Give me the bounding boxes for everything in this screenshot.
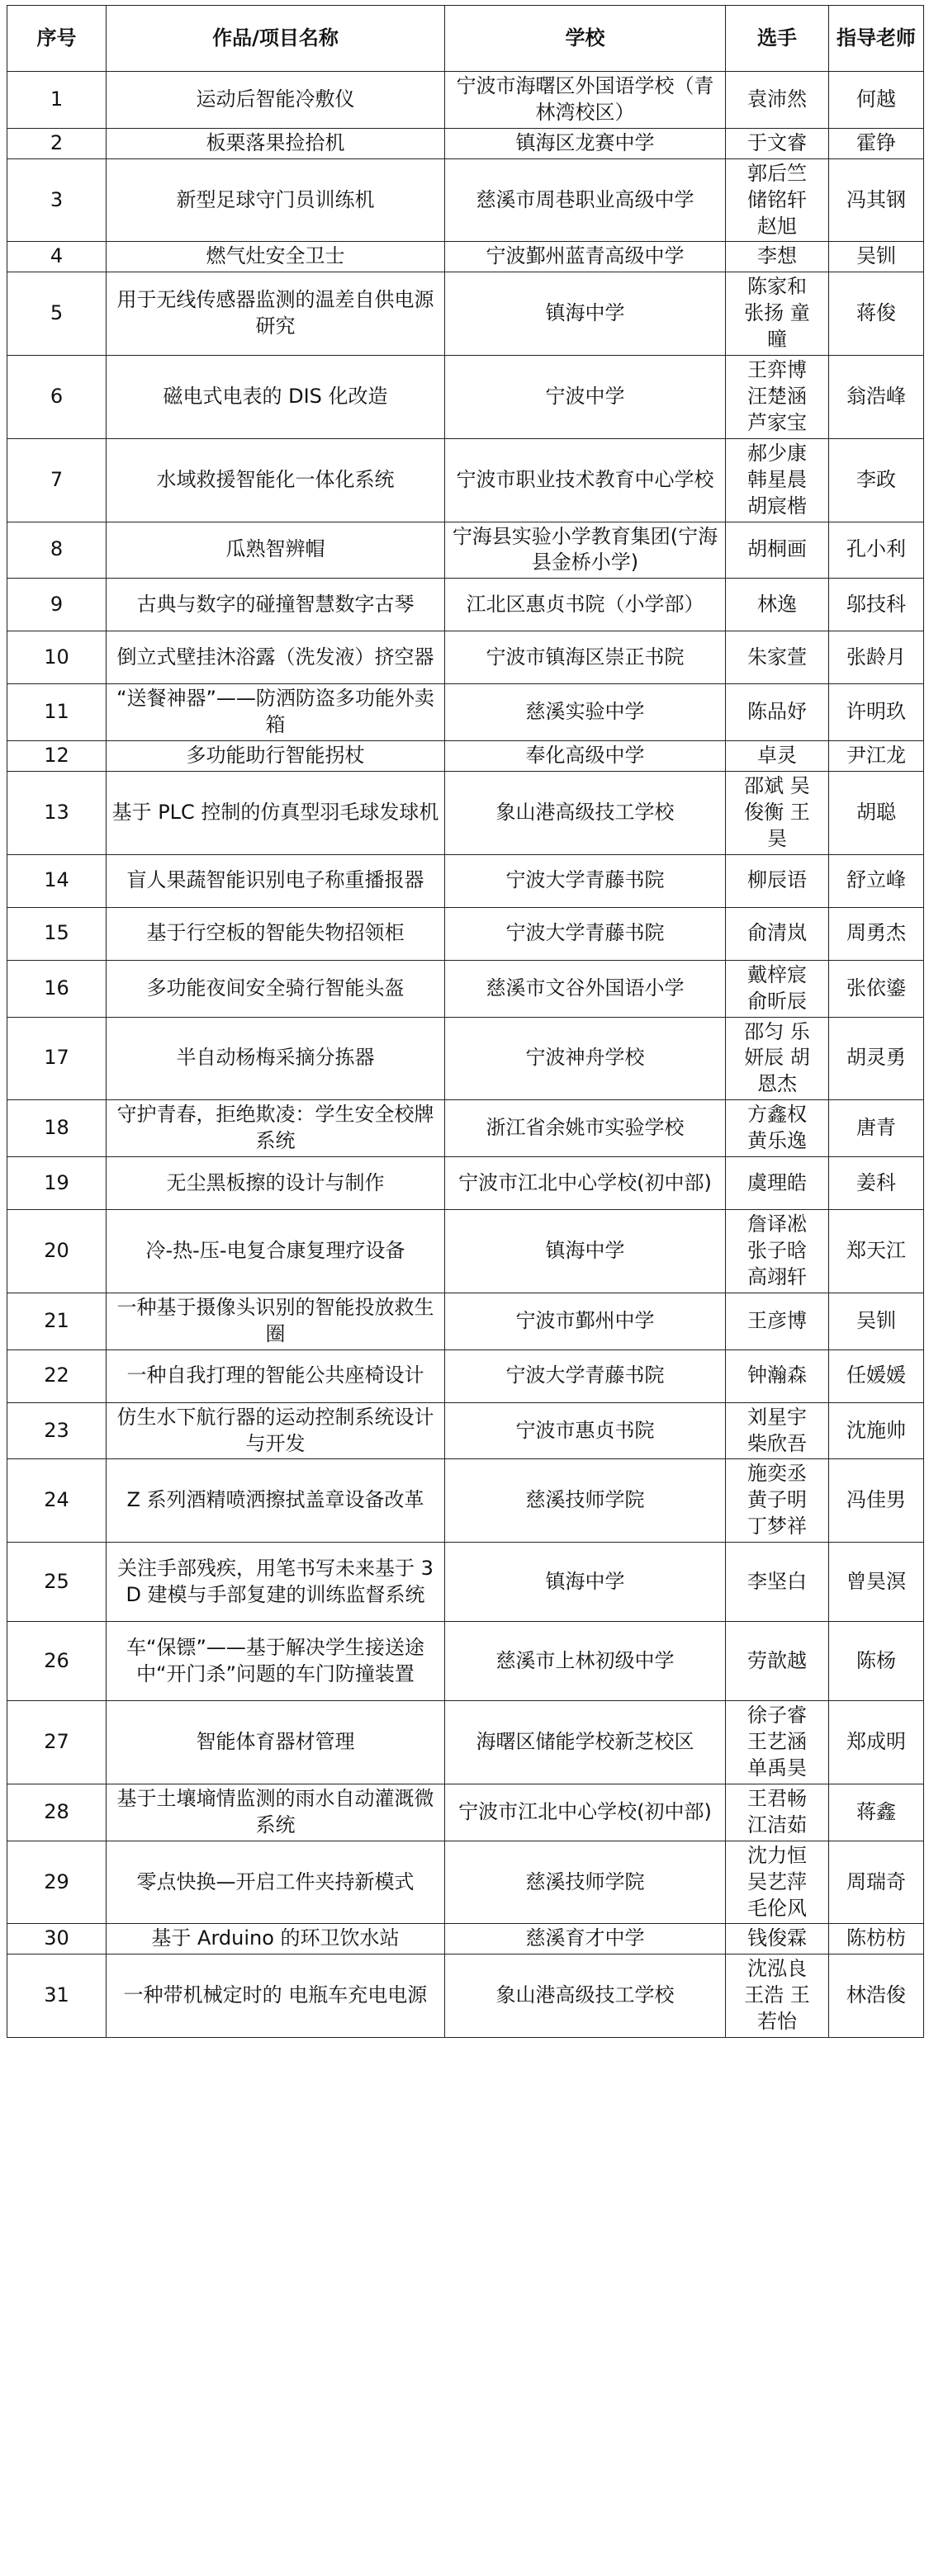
- cell-players: 邵斌 吴俊衡 王昊: [726, 772, 829, 855]
- cell-project: 基于行空板的智能失物招领柜: [107, 907, 445, 960]
- cell-project: 水域救援智能化一体化系统: [107, 438, 445, 522]
- cell-project: 一种带机械定时的 电瓶车充电电源: [107, 1954, 445, 2038]
- cell-index: 6: [7, 356, 107, 439]
- cell-index: 12: [7, 741, 107, 772]
- cell-project: 新型足球守门员训练机: [107, 158, 445, 242]
- cell-index: 24: [7, 1459, 107, 1543]
- cell-index: 9: [7, 579, 107, 631]
- cell-teacher: 林浩俊: [829, 1954, 924, 2038]
- cell-teacher: 翁浩峰: [829, 356, 924, 439]
- cell-players: 于文睿: [726, 128, 829, 158]
- cell-index: 4: [7, 242, 107, 272]
- header-players: 选手: [726, 6, 829, 72]
- table-row: [7, 1402, 924, 1459]
- cell-project: 基于 PLC 控制的仿真型羽毛球发球机: [107, 772, 445, 855]
- cell-school: 宁波大学青藤书院: [445, 907, 726, 960]
- cell-teacher: 姜科: [829, 1157, 924, 1210]
- table-row: [7, 1349, 924, 1402]
- table-row: [7, 854, 924, 907]
- cell-teacher: 唐青: [829, 1100, 924, 1157]
- cell-school: 浙江省余姚市实验学校: [445, 1100, 726, 1157]
- header-teacher: 指导老师: [829, 6, 924, 72]
- cell-teacher: 周瑞奇: [829, 1841, 924, 1924]
- cell-teacher: 蒋鑫: [829, 1784, 924, 1841]
- cell-teacher: 霍铮: [829, 128, 924, 158]
- cell-school: 象山港高级技工学校: [445, 772, 726, 855]
- table-row: [7, 1622, 924, 1701]
- cell-players: 林逸: [726, 579, 829, 631]
- cell-index: 30: [7, 1924, 107, 1954]
- table-row: [7, 1784, 924, 1841]
- cell-players: 徐子睿 王艺涵 单禹昊: [726, 1701, 829, 1784]
- cell-school: 宁波鄞州蓝青高级中学: [445, 242, 726, 272]
- cell-index: 26: [7, 1622, 107, 1701]
- cell-teacher: 许明玖: [829, 684, 924, 741]
- cell-teacher: 陈枋枋: [829, 1924, 924, 1954]
- cell-school: 慈溪实验中学: [445, 684, 726, 741]
- cell-teacher: 任媛媛: [829, 1349, 924, 1402]
- cell-players: 朱家萱: [726, 631, 829, 684]
- table-row: [7, 242, 924, 272]
- cell-players: 王君畅 江洁茹: [726, 1784, 829, 1841]
- cell-school: 象山港高级技工学校: [445, 1954, 726, 2038]
- cell-index: 29: [7, 1841, 107, 1924]
- cell-players: 方鑫权 黄乐逸: [726, 1100, 829, 1157]
- cell-players: 詹译凇 张子晗 高翊轩: [726, 1210, 829, 1293]
- cell-players: 钱俊霖: [726, 1924, 829, 1954]
- cell-project: 磁电式电表的 DIS 化改造: [107, 356, 445, 439]
- cell-teacher: 郑天江: [829, 1210, 924, 1293]
- cell-school: 宁波市鄞州中学: [445, 1293, 726, 1349]
- cell-players: 戴梓宸 俞昕辰: [726, 960, 829, 1017]
- cell-school: 慈溪技师学院: [445, 1841, 726, 1924]
- cell-school: 宁波市江北中心学校(初中部): [445, 1157, 726, 1210]
- cell-index: 28: [7, 1784, 107, 1841]
- cell-index: 1: [7, 72, 107, 129]
- cell-players: 劳歆越: [726, 1622, 829, 1701]
- cell-teacher: 郑成明: [829, 1701, 924, 1784]
- cell-school: 镇海中学: [445, 272, 726, 356]
- table-row: [7, 356, 924, 439]
- cell-players: 俞清岚: [726, 907, 829, 960]
- table-row: [7, 579, 924, 631]
- table-row: [7, 1100, 924, 1157]
- table-row: [7, 1841, 924, 1924]
- cell-teacher: 沈施帅: [829, 1402, 924, 1459]
- table-row: [7, 1157, 924, 1210]
- cell-school: 宁波市江北中心学校(初中部): [445, 1784, 726, 1841]
- cell-teacher: 吴钏: [829, 1293, 924, 1349]
- cell-school: 宁波市职业技术教育中心学校: [445, 438, 726, 522]
- cell-project: 车“保镖”——基于解决学生接送途中“开门杀”问题的车门防撞装置: [107, 1622, 445, 1701]
- cell-school: 宁波中学: [445, 356, 726, 439]
- cell-index: 5: [7, 272, 107, 356]
- cell-index: 17: [7, 1017, 107, 1100]
- table-row: [7, 772, 924, 855]
- table-row: [7, 1924, 924, 1954]
- cell-index: 19: [7, 1157, 107, 1210]
- cell-project: 运动后智能冷敷仪: [107, 72, 445, 129]
- cell-players: 王弈博 汪楚涵 芦家宝: [726, 356, 829, 439]
- cell-players: 陈品妤: [726, 684, 829, 741]
- cell-players: 袁沛然: [726, 72, 829, 129]
- cell-project: 智能体育器材管理: [107, 1701, 445, 1784]
- cell-project: 一种基于摄像头识别的智能投放救生圈: [107, 1293, 445, 1349]
- cell-index: 3: [7, 158, 107, 242]
- cell-players: 胡桐画: [726, 522, 829, 579]
- cell-index: 11: [7, 684, 107, 741]
- cell-project: 半自动杨梅采摘分拣器: [107, 1017, 445, 1100]
- cell-players: 沈泓良 王浩 王若怡: [726, 1954, 829, 2038]
- cell-project: 一种自我打理的智能公共座椅设计: [107, 1349, 445, 1402]
- cell-index: 23: [7, 1402, 107, 1459]
- cell-index: 13: [7, 772, 107, 855]
- cell-teacher: 蒋俊: [829, 272, 924, 356]
- table-row: [7, 1210, 924, 1293]
- cell-project: 用于无线传感器监测的温差自供电源研究: [107, 272, 445, 356]
- cell-school: 宁波市海曙区外国语学校（青林湾校区）: [445, 72, 726, 129]
- cell-school: 宁波大学青藤书院: [445, 854, 726, 907]
- cell-players: 虞理皓: [726, 1157, 829, 1210]
- cell-school: 宁波神舟学校: [445, 1017, 726, 1100]
- cell-school: 宁波大学青藤书院: [445, 1349, 726, 1402]
- cell-index: 16: [7, 960, 107, 1017]
- cell-project: 燃气灶安全卫士: [107, 242, 445, 272]
- header-school: 学校: [445, 6, 726, 72]
- cell-index: 15: [7, 907, 107, 960]
- cell-teacher: 邬技科: [829, 579, 924, 631]
- cell-school: 镇海区龙赛中学: [445, 128, 726, 158]
- cell-teacher: 张依鎏: [829, 960, 924, 1017]
- table-row: [7, 684, 924, 741]
- cell-index: 18: [7, 1100, 107, 1157]
- cell-project: Z 系列酒精喷洒擦拭盖章设备改革: [107, 1459, 445, 1543]
- cell-index: 10: [7, 631, 107, 684]
- cell-project: 多功能助行智能拐杖: [107, 741, 445, 772]
- cell-school: 镇海中学: [445, 1543, 726, 1622]
- cell-teacher: 何越: [829, 72, 924, 129]
- cell-teacher: 孔小利: [829, 522, 924, 579]
- cell-school: 慈溪市文谷外国语小学: [445, 960, 726, 1017]
- table-row: [7, 72, 924, 129]
- table-row: [7, 158, 924, 242]
- cell-project: 基于土壤墒情监测的雨水自动灌溉微系统: [107, 1784, 445, 1841]
- cell-players: 施奕丞 黄子明 丁梦祥: [726, 1459, 829, 1543]
- cell-teacher: 陈杨: [829, 1622, 924, 1701]
- cell-teacher: 舒立峰: [829, 854, 924, 907]
- cell-index: 20: [7, 1210, 107, 1293]
- awards-table: [7, 5, 924, 2038]
- cell-school: 宁波市镇海区崇正书院: [445, 631, 726, 684]
- cell-index: 27: [7, 1701, 107, 1784]
- cell-project: 守护青春，拒绝欺凌：学生安全校牌系统: [107, 1100, 445, 1157]
- cell-project: 倒立式壁挂沐浴露（洗发液）挤空器: [107, 631, 445, 684]
- cell-project: 古典与数字的碰撞智慧数字古琴: [107, 579, 445, 631]
- cell-players: 郝少康 韩星晨 胡宸楷: [726, 438, 829, 522]
- cell-teacher: 吴钏: [829, 242, 924, 272]
- cell-index: 25: [7, 1543, 107, 1622]
- cell-index: 22: [7, 1349, 107, 1402]
- table-row: [7, 1543, 924, 1622]
- cell-school: 慈溪技师学院: [445, 1459, 726, 1543]
- cell-teacher: 张龄月: [829, 631, 924, 684]
- table-row: [7, 272, 924, 356]
- table-row: [7, 960, 924, 1017]
- cell-project: 板栗落果捡拾机: [107, 128, 445, 158]
- table-row: [7, 631, 924, 684]
- cell-school: 海曙区储能学校新芝校区: [445, 1701, 726, 1784]
- cell-school: 慈溪市周巷职业高级中学: [445, 158, 726, 242]
- table-row: [7, 128, 924, 158]
- cell-teacher: 曾昊溟: [829, 1543, 924, 1622]
- table-row: [7, 1459, 924, 1543]
- cell-school: 慈溪育才中学: [445, 1924, 726, 1954]
- cell-school: 宁波市惠贞书院: [445, 1402, 726, 1459]
- table-row: [7, 1293, 924, 1349]
- cell-teacher: 李政: [829, 438, 924, 522]
- cell-players: 王彦博: [726, 1293, 829, 1349]
- cell-index: 21: [7, 1293, 107, 1349]
- cell-project: 关注手部残疾，用笔书写未来基于 3D 建模与手部复建的训练监督系统: [107, 1543, 445, 1622]
- header-index: 序号: [7, 6, 107, 72]
- cell-project: 瓜熟智辨帽: [107, 522, 445, 579]
- cell-project: 仿生水下航行器的运动控制系统设计与开发: [107, 1402, 445, 1459]
- cell-school: 慈溪市上林初级中学: [445, 1622, 726, 1701]
- cell-players: 李想: [726, 242, 829, 272]
- cell-teacher: 冯佳男: [829, 1459, 924, 1543]
- cell-project: 冷-热-压-电复合康复理疗设备: [107, 1210, 445, 1293]
- header-project: 作品/项目名称: [107, 6, 445, 72]
- table-row: [7, 438, 924, 522]
- cell-school: 宁海县实验小学教育集团(宁海县金桥小学): [445, 522, 726, 579]
- table-header-row: [7, 6, 924, 72]
- table-row: [7, 1701, 924, 1784]
- cell-index: 14: [7, 854, 107, 907]
- cell-index: 31: [7, 1954, 107, 2038]
- table-row: [7, 1954, 924, 2038]
- cell-school: 镇海中学: [445, 1210, 726, 1293]
- cell-players: 沈力恒 吴艺萍 毛伦风: [726, 1841, 829, 1924]
- cell-school: 奉化高级中学: [445, 741, 726, 772]
- cell-index: 7: [7, 438, 107, 522]
- cell-project: 无尘黑板擦的设计与制作: [107, 1157, 445, 1210]
- cell-project: 基于 Arduino 的环卫饮水站: [107, 1924, 445, 1954]
- cell-index: 8: [7, 522, 107, 579]
- cell-players: 陈家和 张扬 童曈: [726, 272, 829, 356]
- cell-project: “送餐神器”——防洒防盗多功能外卖箱: [107, 684, 445, 741]
- cell-school: 江北区惠贞书院（小学部）: [445, 579, 726, 631]
- cell-players: 邵匀 乐妍辰 胡恩杰: [726, 1017, 829, 1100]
- table-row: [7, 907, 924, 960]
- cell-teacher: 冯其钢: [829, 158, 924, 242]
- cell-teacher: 尹江龙: [829, 741, 924, 772]
- cell-players: 刘星宇 柴欣吾: [726, 1402, 829, 1459]
- cell-teacher: 胡聪: [829, 772, 924, 855]
- cell-players: 钟瀚森: [726, 1349, 829, 1402]
- cell-index: 2: [7, 128, 107, 158]
- cell-teacher: 胡灵勇: [829, 1017, 924, 1100]
- table-row: [7, 1017, 924, 1100]
- cell-project: 多功能夜间安全骑行智能头盔: [107, 960, 445, 1017]
- cell-teacher: 周勇杰: [829, 907, 924, 960]
- cell-project: 零点快换—开启工件夹持新模式: [107, 1841, 445, 1924]
- cell-players: 柳辰语: [726, 854, 829, 907]
- cell-players: 郭后竺 储铭轩 赵旭: [726, 158, 829, 242]
- cell-players: 李坚白: [726, 1543, 829, 1622]
- cell-players: 卓灵: [726, 741, 829, 772]
- table-row: [7, 522, 924, 579]
- cell-project: 盲人果蔬智能识别电子称重播报器: [107, 854, 445, 907]
- table-row: [7, 741, 924, 772]
